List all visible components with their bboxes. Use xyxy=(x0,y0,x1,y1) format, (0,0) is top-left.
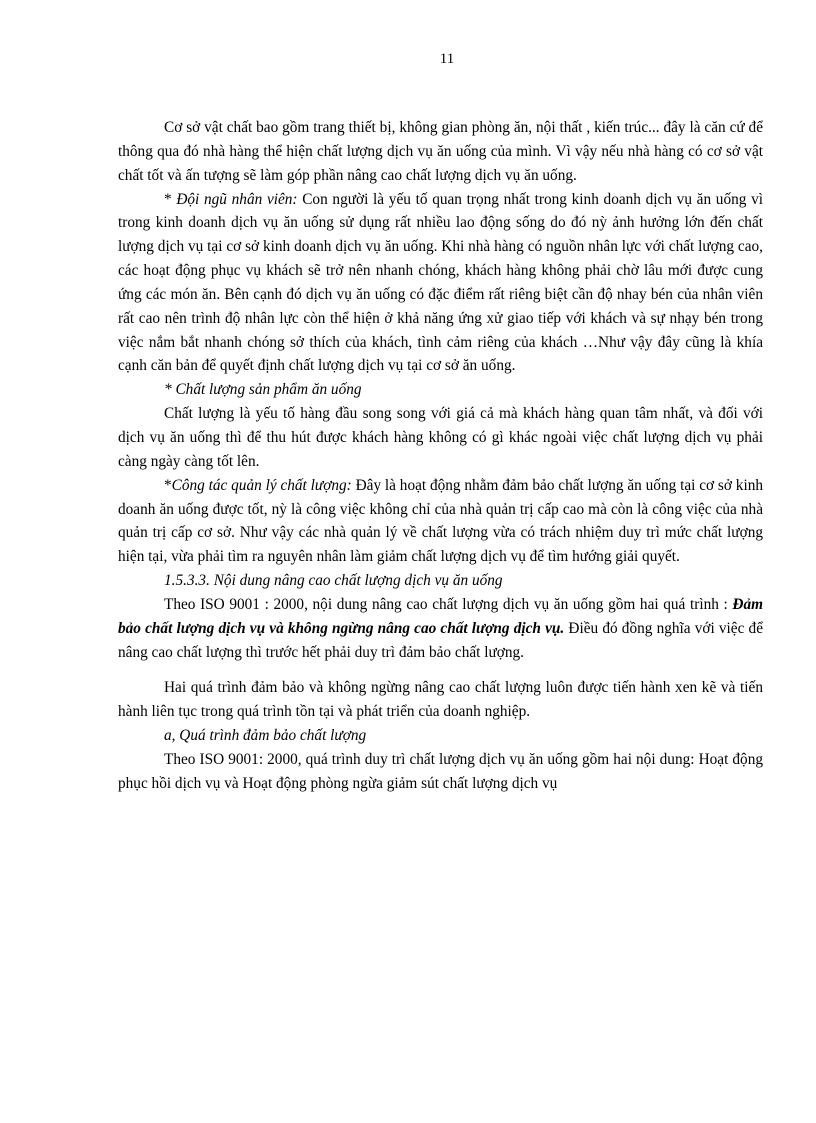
bullet-marker: * xyxy=(164,190,177,208)
page-content xyxy=(118,116,763,796)
paragraph-staff xyxy=(118,188,763,379)
quality-management-text: Đây là hoạt động nhằm đảm bảo chất lượng ăn uống tại cơ sở kinh doanh ăn uống được tốt, nỳ là công việc không chỉ của nhà quản trị cấp cao mà còn là công việc của nhà quản trị cấp cơ sở. Như vậy các nhà quản lý về chất lượng vừa có trách nhiệm duy trì mức chất lượng hiện tại, vừa phải tìm ra nguyên nhân làm giảm chất lượng dịch vụ để tìm hướng giải quyết. xyxy=(118,476,763,566)
paragraph-facilities: Cơ sở vật chất bao gồm trang thiết bị, không gian phòng ăn, nội thất , kiến trúc... đây là căn cứ để thông qua đó nhà hàng thể hiện chất lượng dịch vụ ăn uống của mình. Vì vậy nếu nhà hàng có cơ sở vật chất tốt và ấn tượng sẽ làm góp phần nâng cao chất lượng dịch vụ ăn uống. xyxy=(118,119,763,184)
heading-quality-assurance: a, Quá trình đảm bảo chất lượng xyxy=(164,727,367,745)
iso-text-1: Theo ISO 9001 : 2000, nội dung nâng cao chất lượng dịch vụ ăn uống gồm hai quá trình : xyxy=(164,595,733,613)
page-number: 11 xyxy=(439,51,455,67)
bullet-marker: * xyxy=(164,476,172,494)
paragraph-food-quality: Chất lượng là yếu tố hàng đầu song song với giá cả mà khách hàng quan tâm nhất, và đối với dịch vụ ăn uống thì để thu hút được khách hàng không có gì khác ngoài việc chất lượng dịch vụ phải càng ngày càng tốt lên. xyxy=(118,405,763,470)
paragraph-two-processes: Hai quá trình đảm bảo và không ngừng nâng cao chất lượng luôn được tiến hành xen kẽ và tiến hành liên tục trong quá trình tồn tại và phát triển của doanh nghiệp. xyxy=(118,679,763,721)
paragraph-quality-management xyxy=(118,474,763,569)
paragraph-quality-maintenance: Theo ISO 9001: 2000, quá trình duy trì chất lượng dịch vụ ăn uống gồm hai nội dung: Hoạt động phục hồi dịch vụ và Hoạt động phòng ngừa giảm sút chất lượng dịch vụ xyxy=(118,750,763,792)
heading-section-1-5-3-3: 1.5.3.3. Nội dung nâng cao chất lượng dịch vụ ăn uống xyxy=(164,572,503,590)
iso-text-2: Điều đó đồng nghĩa với việc để nâng cao chất lượng thì trước hết phải duy trì đảm bảo chất lượng. xyxy=(118,619,763,661)
staff-text: Con người là yếu tố quan trọng nhất trong kinh doanh dịch vụ ăn uống vì trong kinh doanh dịch vụ ăn uống sử dụng rất nhiều lao động sống do đó nỳ ảnh hưởng lớn đến chất lượng dịch vụ tại cơ sở kinh doanh dịch vụ ăn uống. Khi nhà hàng có nguồn nhân lực với chất lượng cao, các hoạt động phục vụ khách sẽ trở nên nhanh chóng, khách hàng không phải chờ lâu mới được cung ứng các món ăn. Bên cạnh đó dịch vụ ăn uống có đặc điểm rất riêng biệt cần độ nhay bén của nhân viên rất cao nên trình độ nhân lực còn thể hiện ở khả năng ứng xử giao tiếp với khách và sự nhạy bén trong việc nắm bắt nhanh chóng sở thích của khách, tình cảm riêng của khách …Như vậy đây cũng là khía cạnh căn bản để quyết định chất lượng dịch vụ tại cơ sở ăn uống. xyxy=(118,190,763,375)
paragraph-iso-content xyxy=(118,593,763,665)
staff-lead: Đội ngũ nhân viên: xyxy=(176,190,298,208)
iso-emphasis: Đảm bảo chất lượng dịch vụ và không ngừng nâng cao chất lượng dịch vụ. xyxy=(118,595,763,637)
heading-food-quality: * Chất lượng sản phẩm ăn uống xyxy=(164,381,362,399)
quality-management-lead: Công tác quản lý chất lượng: xyxy=(171,476,352,494)
